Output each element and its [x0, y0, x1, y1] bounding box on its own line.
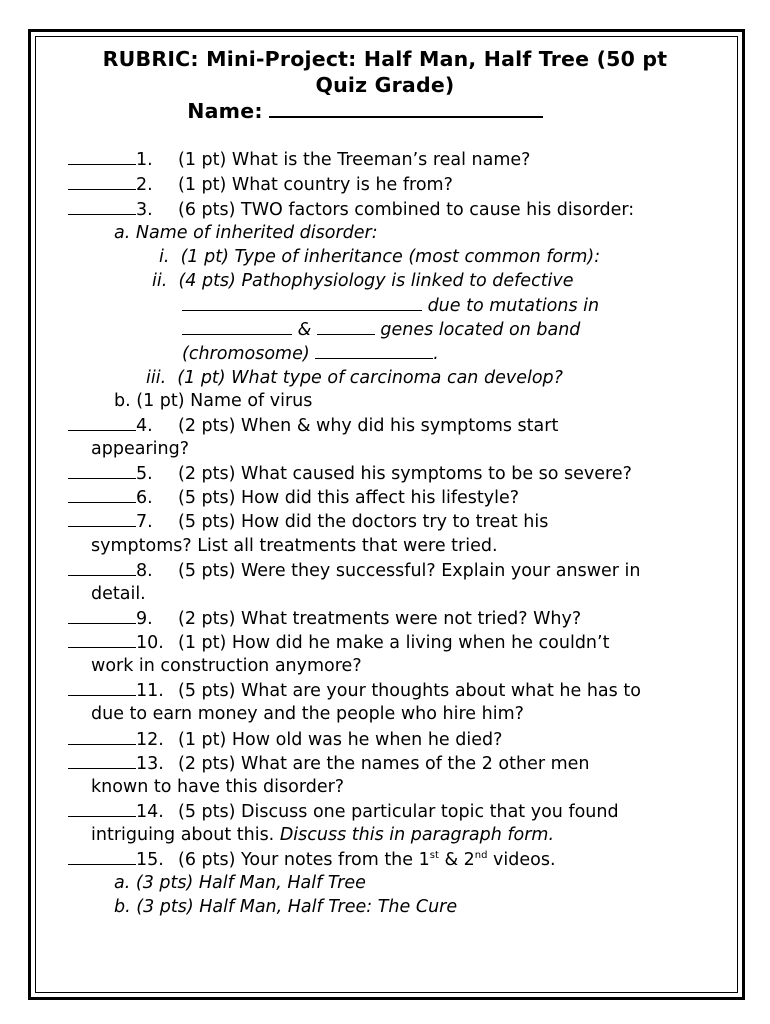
list-item: 13. (2 pts) What are the names of the 2 other men — [68, 752, 590, 775]
score-blank[interactable] — [68, 173, 136, 190]
list-item: 2. (1 pt) What country is he from? — [68, 173, 453, 196]
item-continuation: intriguing about this. Discuss this in paragraph form. — [91, 825, 555, 845]
sub-sub-item: iii. (1 pt) What type of carcinoma can develop? — [146, 368, 563, 388]
item-continuation: due to earn money and the people who hire him? — [91, 704, 524, 724]
sub-item: b. (3 pts) Half Man, Half Tree: The Cure — [114, 897, 458, 917]
item-continuation: symptoms? List all treatments that were tried. — [91, 536, 498, 556]
list-item: 3. (6 pts) TWO factors combined to cause his disorder: — [68, 198, 634, 221]
list-item: 7. (5 pts) How did the doctors try to treat his — [68, 510, 548, 533]
name-row — [0, 98, 770, 124]
list-item: 6. (5 pts) How did this affect his lifestyle? — [68, 486, 519, 509]
sub-sub-item: ii. (4 pts) Pathophysiology is linked to defective — [152, 271, 574, 291]
answer-blank[interactable] — [315, 342, 433, 359]
score-blank[interactable] — [68, 631, 136, 648]
list-item: 15. (6 pts) Your notes from the 1st & 2nd videos. — [68, 848, 556, 871]
score-blank[interactable] — [68, 486, 136, 503]
list-item: 10. (1 pt) How did he make a living when he couldn’t — [68, 631, 609, 654]
sub-item: a. Name of inherited disorder: — [114, 223, 378, 243]
name-label: Name: — [187, 99, 263, 123]
item-continuation: due to mutations in — [182, 294, 599, 317]
score-blank[interactable] — [68, 198, 136, 215]
score-blank[interactable] — [68, 679, 136, 696]
title-line-2: Quiz Grade) — [315, 73, 455, 97]
item-continuation: & genes located on band — [182, 318, 580, 341]
score-blank[interactable] — [68, 559, 136, 576]
item-continuation: detail. — [91, 584, 146, 604]
answer-blank[interactable] — [182, 318, 292, 335]
score-blank[interactable] — [68, 510, 136, 527]
name-field[interactable] — [269, 98, 543, 118]
answer-blank[interactable] — [182, 294, 422, 311]
list-item: 11. (5 pts) What are your thoughts about what he has to — [68, 679, 641, 702]
answer-blank[interactable] — [317, 318, 375, 335]
item-continuation: (chromosome) . — [182, 344, 439, 364]
score-blank[interactable] — [68, 752, 136, 769]
sub-item: b. (1 pt) Name of virus — [114, 391, 313, 411]
score-blank[interactable] — [68, 728, 136, 745]
list-item: 8. (5 pts) Were they successful? Explain your answer in — [68, 559, 641, 582]
list-item: 1. (1 pt) What is the Treeman’s real name? — [68, 148, 530, 171]
score-blank[interactable] — [68, 607, 136, 624]
item-continuation: appearing? — [91, 439, 189, 459]
score-blank[interactable] — [68, 800, 136, 817]
title-line-1: RUBRIC: Mini-Project: Half Man, Half Tree (50 pt — [102, 47, 668, 71]
score-blank[interactable] — [68, 848, 136, 865]
sub-sub-item: i. (1 pt) Type of inheritance (most common form): — [159, 247, 601, 267]
item-continuation: work in construction anymore? — [91, 656, 362, 676]
score-blank[interactable] — [68, 462, 136, 479]
list-item: 4. (2 pts) When & why did his symptoms start — [68, 414, 558, 437]
score-blank[interactable] — [68, 148, 136, 165]
list-item: 14. (5 pts) Discuss one particular topic that you found — [68, 800, 619, 823]
rubric-title — [0, 46, 770, 124]
sub-item: a. (3 pts) Half Man, Half Tree — [114, 873, 366, 893]
item-continuation: known to have this disorder? — [91, 777, 345, 797]
score-blank[interactable] — [68, 414, 136, 431]
list-item: 5. (2 pts) What caused his symptoms to be so severe? — [68, 462, 632, 485]
list-item: 9. (2 pts) What treatments were not tried? Why? — [68, 607, 581, 630]
list-item: 12. (1 pt) How old was he when he died? — [68, 728, 502, 751]
